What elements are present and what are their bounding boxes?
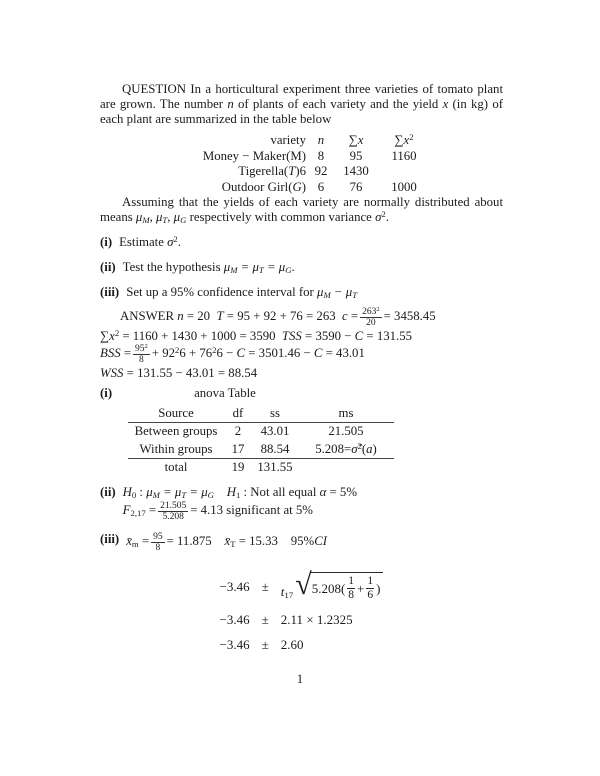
anova-row-within — [128, 441, 394, 459]
mean-text: $x̄_m$ = — [126, 533, 150, 550]
cell-sumx: 1430 — [343, 164, 369, 178]
cell-variety: Tigerella(T)6 — [238, 164, 306, 178]
cell-df: 2 — [234, 424, 242, 439]
anova-caption — [100, 386, 503, 401]
part-label: (iii) — [100, 531, 120, 546]
question-text: Set up a 95% confidence interval for $\mu_M - \mu_T$ — [126, 285, 358, 301]
cell-ms — [298, 459, 394, 477]
answer-text: ANSWER n = 20 T = 95 + 92 + 76 = 263 c = — [120, 309, 359, 324]
fraction: $\frac{95^2}{8}$ — [135, 342, 148, 366]
question-label: (i) — [100, 235, 113, 249]
anova-header-row — [128, 405, 394, 423]
f-test-text: = 4.13 significant at 5% — [190, 502, 313, 517]
plus-minus-sign: ± — [261, 579, 269, 595]
summary-table — [136, 133, 432, 195]
assumption-paragraph: Assuming that the yields of each variety are normally distributed about means $\mu_M$, $\mu_T$, $\mu_G$ respectively with common variance $\sigma^2$. — [100, 195, 503, 226]
cell-ss: 43.01 — [260, 424, 290, 439]
fraction: $\frac{95}{8}$ — [153, 531, 163, 554]
cell-variety: Money − Maker(M) — [202, 148, 306, 163]
anova-title: anova Table — [194, 385, 256, 400]
cell-sumx2 — [376, 164, 432, 180]
fraction: $\frac{263^2}{20}$ — [362, 306, 380, 329]
cell-n: 8 — [317, 148, 325, 163]
math-lhs: −3.46 — [219, 611, 250, 627]
t-statistic: $t_{17}$ — [280, 583, 294, 601]
answer-line-1 — [100, 307, 503, 329]
summary-row-tigerella — [136, 164, 432, 180]
math-rhs: 2.60 — [280, 636, 304, 652]
cell-n: 6 — [317, 179, 325, 194]
answer-text: = 3458.45 — [383, 309, 436, 324]
cell-ss: 88.54 — [260, 441, 290, 456]
anova-row-total — [128, 459, 394, 477]
question-label: (ii) — [100, 260, 116, 274]
radical-sign: √ — [295, 567, 312, 601]
cell-sumx: 76 — [349, 179, 363, 194]
cell-df: 17 — [231, 441, 245, 456]
cell-ss: 131.55 — [252, 459, 298, 477]
anova-row-between — [128, 423, 394, 441]
anova-header-ms: ms — [298, 405, 394, 423]
math-rhs — [280, 567, 384, 602]
cell-sumx: 95 — [349, 148, 363, 163]
fraction: $\frac{21.505}{5.208}$ — [160, 500, 187, 523]
answer-line-3 — [100, 344, 503, 366]
summary-row-outdoor-girl — [136, 180, 432, 196]
hypothesis-line: $H_0$ : $\mu_M = \mu_T = \mu_G$ $H_1$ : Not all equal α = 5% — [122, 484, 357, 501]
part-label: (ii) — [100, 484, 116, 499]
answer-text: BSS = — [100, 346, 132, 361]
answer-line-4: WSS = 131.55 − 43.01 = 88.54 — [100, 365, 258, 380]
cell-source: Within groups — [139, 441, 213, 456]
answer-text: + $92^26 + 76^26 - C = 3501.46 - C = 43.01$ — [151, 345, 365, 361]
cell-df: 19 — [224, 459, 252, 477]
summary-header-variety: variety — [270, 133, 306, 147]
fraction: $\frac{1}{8}$ — [348, 574, 355, 601]
cell-ms: 5.208=σ̂$^2$(a) — [315, 440, 377, 456]
anova-table — [128, 405, 394, 477]
answer-line-2: $\sum x^2 = 1160 + 1430 + 1000 = 3590$ TSS = 3590 − C = 131.55 — [100, 327, 413, 343]
question-item-i — [100, 235, 503, 250]
f-test-line — [123, 501, 357, 523]
cell-source: total — [128, 459, 224, 477]
question-label: (iii) — [100, 285, 120, 299]
cell-sumx2: 1160 — [391, 148, 417, 163]
math-rhs: 2.11 × 1.2325 — [280, 611, 353, 627]
question-item-iii — [100, 285, 503, 300]
f-test-text: $F_{2,17}$ = — [122, 502, 157, 519]
radicand: 5.208( $\frac{1}{8}$ + $\frac{1}{6}$ ) — [310, 572, 384, 602]
cell-sumx2: 1000 — [391, 179, 417, 194]
anova-header-ss: ss — [252, 405, 298, 423]
math-lhs: −3.46 — [219, 636, 250, 652]
summary-header-sumx2: $\sum x^2$ — [394, 132, 414, 147]
part-ii-answer — [100, 485, 503, 524]
anova-header-df: df — [224, 405, 252, 423]
question-text: Estimate $\sigma^2$. — [119, 234, 181, 249]
cell-n: 92 — [314, 164, 328, 178]
part-label: (i) — [100, 385, 113, 400]
question-paragraph: QUESTION In a horticultural experiment three varieties of tomato plant are grown. The number n of plants of each variety and the yield x (in kg) of each plant are summarized in the table below — [100, 82, 503, 126]
summary-header-row — [136, 133, 432, 149]
plus-minus-sign: ± — [261, 611, 269, 627]
page-number: 1 — [296, 672, 304, 686]
summary-row-money-maker — [136, 149, 432, 165]
math-lhs: −3.46 — [219, 579, 250, 595]
part-body — [126, 532, 327, 554]
cell-ms: 21.505 — [328, 424, 364, 439]
confidence-interval-math — [219, 567, 384, 652]
fraction: $\frac{1}{6}$ — [367, 574, 374, 601]
part-body — [123, 485, 357, 524]
question-text: Test the hypothesis $\mu_M = \mu_T = \mu_G$. — [122, 260, 295, 276]
summary-header-sumx: ∑x — [348, 133, 364, 147]
answer-block — [100, 307, 503, 381]
cell-source: Between groups — [134, 424, 218, 439]
plus-minus-sign: ± — [261, 636, 269, 652]
part-iii-answer — [100, 532, 503, 554]
mean-text: = 11.875 $x̄_T = 15.33$ 95%CI — [166, 533, 327, 550]
question-item-ii — [100, 260, 503, 275]
square-root — [295, 567, 383, 602]
anova-header-source: Source — [128, 405, 224, 423]
document-content — [100, 82, 503, 652]
summary-header-n: n — [317, 133, 325, 147]
cell-variety: Outdoor Girl(G) — [221, 179, 306, 194]
